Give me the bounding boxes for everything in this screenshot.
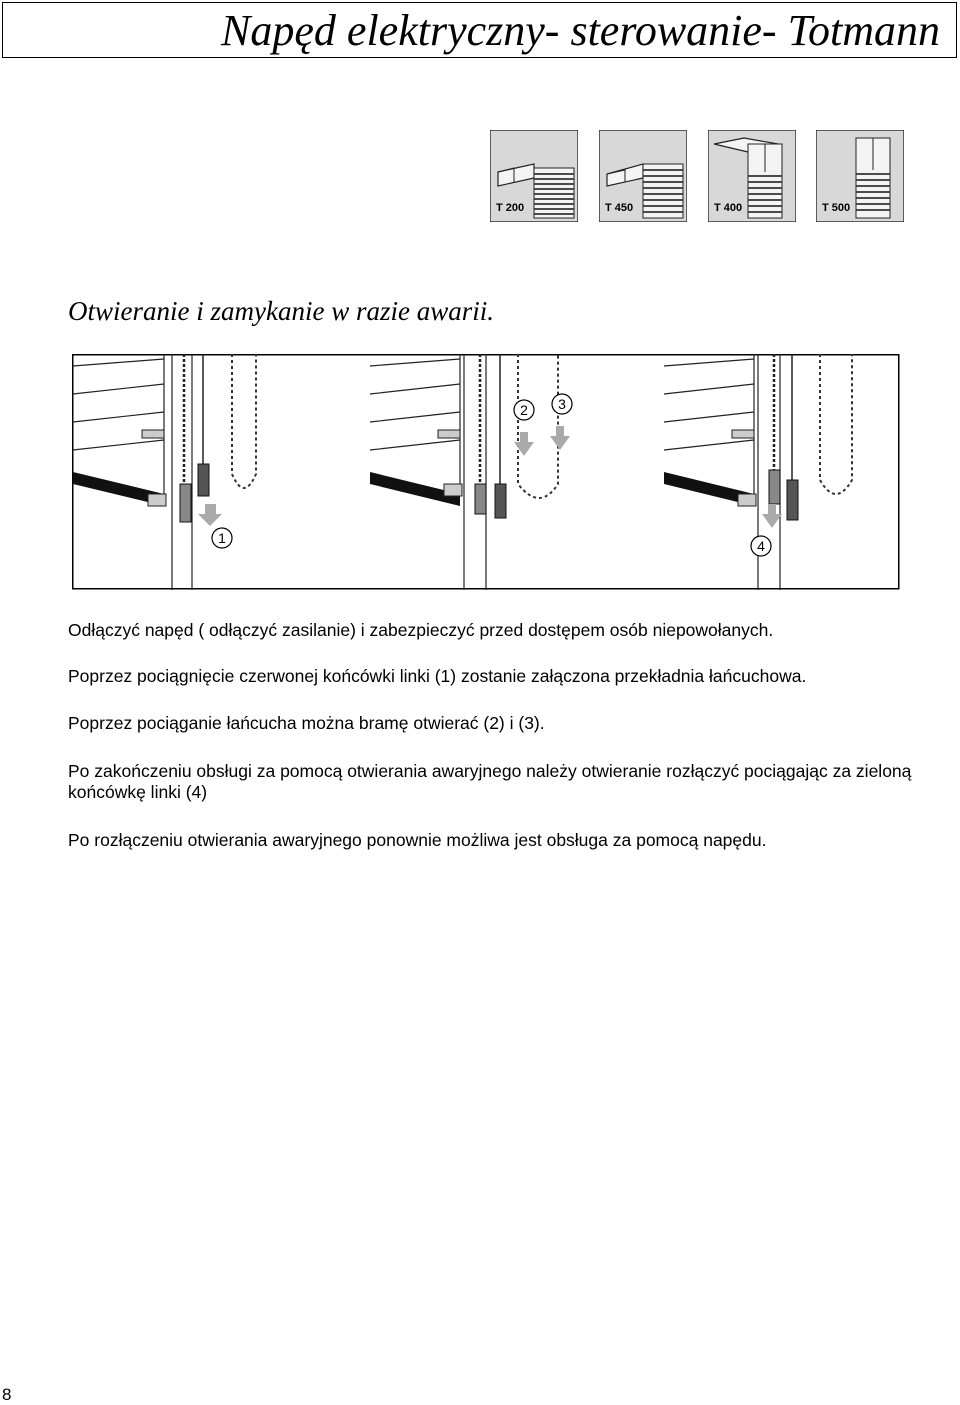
step-marker-1: 1	[218, 530, 226, 546]
paragraph-resume: Po rozłączeniu otwierania awaryjnego ponownie możliwa jest obsługa za pomocą napędu.	[68, 830, 767, 850]
model-tile-t500	[816, 130, 904, 222]
section-heading: Otwieranie i zamykanie w razie awarii.	[68, 296, 494, 326]
title-frame	[2, 2, 957, 58]
paragraph-engage: Poprzez pociągnięcie czerwonej końcówki linki (1) zostanie załączona przekładnia łańcuchowa.	[68, 666, 807, 686]
model-tile-t450	[599, 130, 687, 222]
paragraph-chain: Poprzez pociąganie łańcucha można bramę otwierać (2) i (3).	[68, 713, 545, 733]
step-marker-3: 3	[558, 396, 566, 412]
model-tile-t200	[490, 130, 578, 222]
step-marker-4: 4	[757, 538, 765, 554]
model-label: T 450	[605, 202, 634, 214]
model-tile-t400	[708, 130, 796, 222]
page-number: 8	[2, 1385, 12, 1404]
page-title: Napęd elektryczny- sterowanie- Totmann	[221, 6, 940, 55]
model-label: T 500	[822, 202, 851, 214]
model-label: T 400	[714, 202, 743, 214]
step-marker-2: 2	[520, 402, 528, 418]
emergency-release-diagram	[72, 354, 900, 590]
model-label: T 200	[496, 202, 525, 214]
paragraph-release: Po zakończeniu obsługi za pomocą otwierania awaryjnego należy otwieranie rozłączyć pociągając za zieloną końcówkę linki (4)	[68, 761, 912, 802]
paragraph-disconnect: Odłączyć napęd ( odłączyć zasilanie) i zabezpieczyć przed dostępem osób niepowołanych.	[68, 620, 774, 640]
